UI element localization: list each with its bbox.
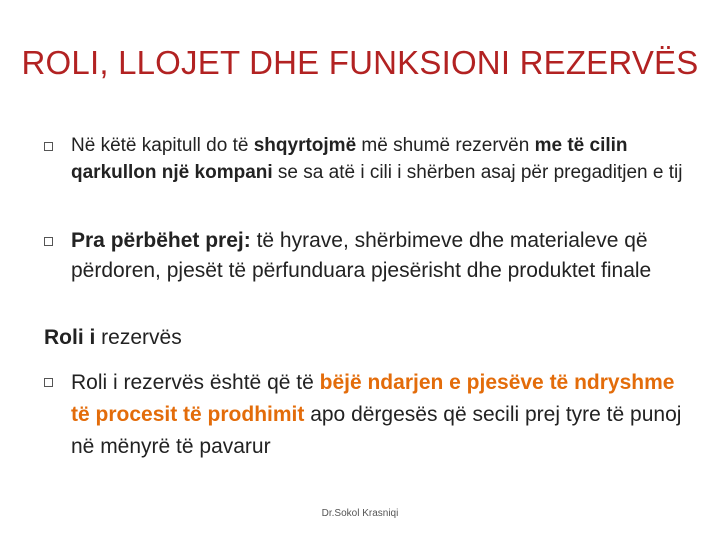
square-bullet-icon <box>44 237 53 246</box>
bullet-item-1 <box>44 132 684 186</box>
bullet-text-2: Pra përbëhet prej: të hyrave, shërbimeve dhe materialeve që përdoren, pjesët të përfunduara pjesërisht dhe produktet finale <box>71 229 652 282</box>
footer-author: Dr.Sokol Krasniqi <box>321 508 399 519</box>
bullet-text-3: Roli i rezervës është që të bëjë ndarjen e pjesëve të ndryshme të procesit të prodhimit apo dërgesës që secili prej tyre të punoj në mënyrë të pavarur <box>71 371 682 458</box>
square-bullet-icon <box>44 142 53 151</box>
bullet-item-3 <box>44 367 694 463</box>
section-heading: Roli i rezervës <box>44 326 182 349</box>
bullet-item-2 <box>44 226 694 286</box>
bullet-text-1: Në këtë kapitull do të shqyrtojmë më shumë rezervën me të cilin qarkullon një kompani se sa atë i cili i shërben asaj për pregaditjen e tij <box>71 135 683 183</box>
slide-title: ROLI, LLOJET DHE FUNKSIONI REZERVËS <box>21 44 699 81</box>
square-bullet-icon <box>44 378 53 387</box>
